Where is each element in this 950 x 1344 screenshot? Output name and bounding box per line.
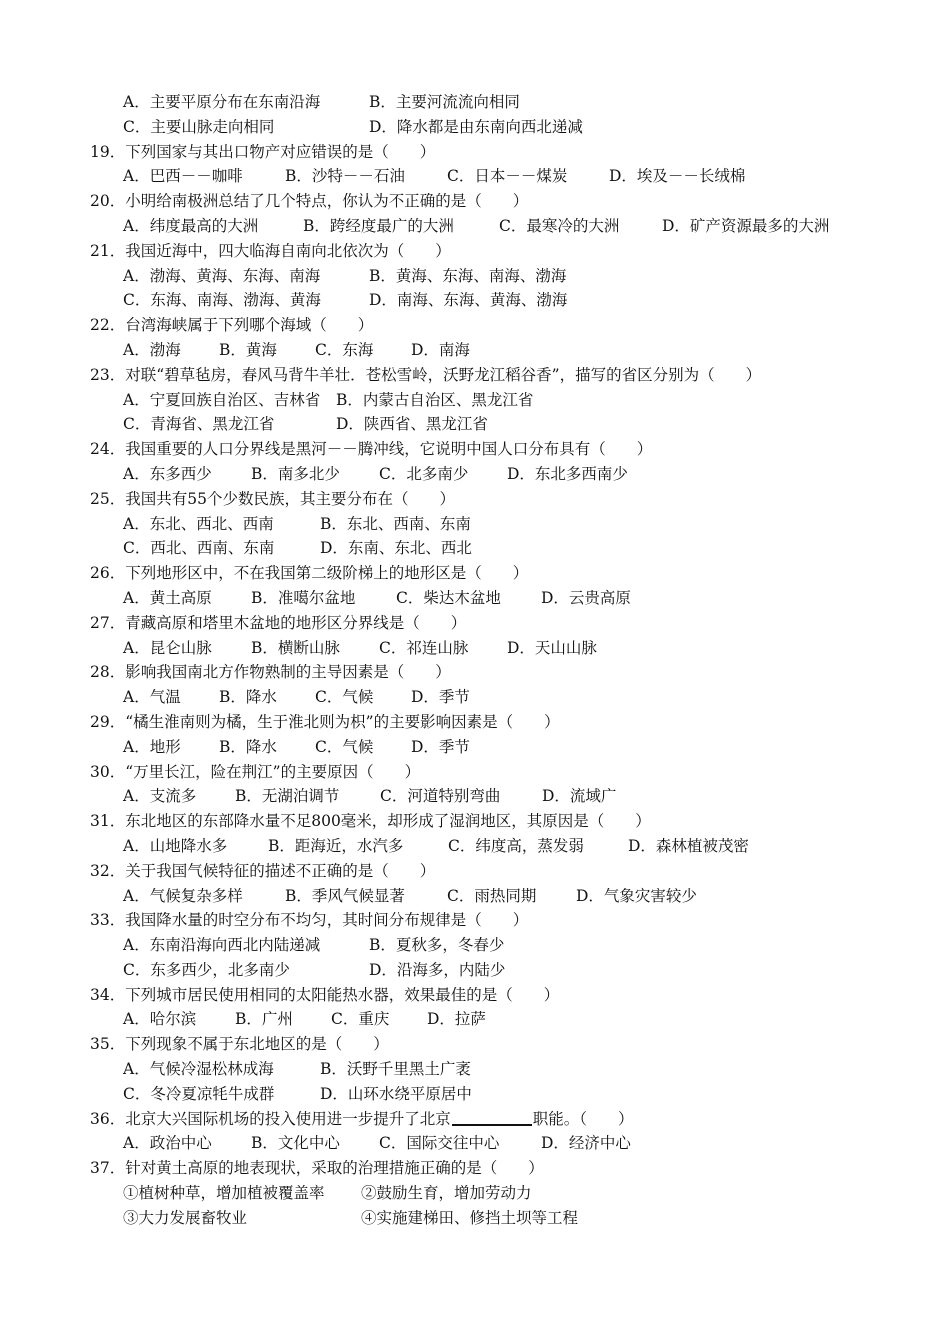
options-row xyxy=(0,685,950,710)
options-row xyxy=(0,115,950,140)
question-text: 35．下列现象不属于东北地区的是（ ） xyxy=(90,1035,389,1054)
answer-option: C．国际交往中心 xyxy=(379,1134,500,1153)
answer-option: D．沿海多，内陆少 xyxy=(369,960,506,979)
answer-option: B．距海近，水汽多 xyxy=(268,836,404,855)
answer-option: A．昆仑山脉 xyxy=(123,638,212,657)
answer-option: ③大力发展畜牧业 xyxy=(123,1208,248,1227)
question-text: 34．下列城市居民使用相同的太阳能热水器，效果最佳的是（ ） xyxy=(90,985,560,1004)
question-stem xyxy=(0,660,950,685)
answer-option: C．祁连山脉 xyxy=(379,638,469,657)
answer-option: A．东北、西北、西南 xyxy=(123,514,274,533)
answer-option: B．降水 xyxy=(219,737,277,756)
answer-option: A．哈尔滨 xyxy=(123,1010,197,1029)
answer-option: A．地形 xyxy=(123,737,181,756)
answer-option: C．冬冷夏凉牦牛成群 xyxy=(123,1084,275,1103)
answer-option: C．北多南少 xyxy=(379,464,469,483)
options-row xyxy=(0,1082,950,1107)
answer-option: D．气象灾害较少 xyxy=(576,886,697,905)
answer-option: C．气候 xyxy=(315,737,374,756)
answer-option: D．东南、东北、西北 xyxy=(320,539,472,558)
answer-option: A．渤海 xyxy=(123,340,181,359)
answer-option: C．日本－－煤炭 xyxy=(447,167,568,186)
options-row xyxy=(0,164,950,189)
answer-option: B．黄海 xyxy=(219,340,277,359)
answer-option: C．河道特别弯曲 xyxy=(380,787,501,806)
exam-page xyxy=(0,90,950,1231)
answer-option: D．拉萨 xyxy=(427,1010,486,1029)
answer-option: C．雨热同期 xyxy=(447,886,537,905)
options-row xyxy=(0,264,950,289)
question-text: 31．东北地区的东部降水量不足800毫米，却形成了湿润地区，其原因是（ ） xyxy=(90,812,651,831)
question-text: 27．青藏高原和塔里木盆地的地形区分界线是（ ） xyxy=(90,613,467,632)
answer-option: D．南海、东海、黄海、渤海 xyxy=(369,291,568,310)
answer-option: B．夏秋多，冬春少 xyxy=(369,936,505,955)
question-stem xyxy=(0,437,950,462)
answer-option: A．山地降水多 xyxy=(123,836,228,855)
options-row xyxy=(0,1007,950,1032)
answer-option: B．跨经度最广的大洲 xyxy=(303,216,454,235)
question-stem xyxy=(0,313,950,338)
answer-option: D．森林植被茂密 xyxy=(628,836,749,855)
answer-option: B．黄海、东海、南海、渤海 xyxy=(369,266,567,285)
answer-option: B．广州 xyxy=(235,1010,293,1029)
question-stem xyxy=(0,363,950,388)
question-stem xyxy=(0,809,950,834)
answer-option: A．气候冷湿松林成海 xyxy=(123,1060,274,1079)
options-row xyxy=(0,784,950,809)
answer-option: B．降水 xyxy=(219,688,277,707)
question-text-after-blank: 职能。（ ） xyxy=(532,1109,634,1128)
options-row xyxy=(0,388,950,413)
answer-option: C．青海省、黑龙江省 xyxy=(123,415,275,434)
question-text: 26．下列地形区中，不在我国第二级阶梯上的地形区是（ ） xyxy=(90,564,529,583)
options-row xyxy=(0,958,950,983)
options-row xyxy=(0,1206,950,1231)
options-row xyxy=(0,338,950,363)
options-row xyxy=(0,586,950,611)
answer-option: B．季风气候显著 xyxy=(285,886,405,905)
answer-option: A．宁夏回族自治区、吉林省 xyxy=(123,390,321,409)
answer-option: B．准噶尔盆地 xyxy=(251,588,356,607)
answer-option: D．山环水绕平原居中 xyxy=(320,1084,472,1103)
question-stem xyxy=(0,710,950,735)
question-text: 33．我国降水量的时空分布不均匀，其时间分布规律是（ ） xyxy=(90,911,529,930)
options-row xyxy=(0,933,950,958)
answer-option: D．东北多西南少 xyxy=(507,464,628,483)
answer-option: B．内蒙古自治区、黑龙江省 xyxy=(336,390,534,409)
question-stem xyxy=(0,487,950,512)
answer-option: D．天山山脉 xyxy=(507,638,597,657)
options-row xyxy=(0,288,950,313)
answer-option: A．气温 xyxy=(123,688,181,707)
answer-option: D．流域广 xyxy=(542,787,617,806)
answer-option: A．纬度最高的大洲 xyxy=(123,216,259,235)
question-stem xyxy=(0,983,950,1008)
answer-option: B．文化中心 xyxy=(251,1134,340,1153)
options-row xyxy=(0,1131,950,1156)
answer-option: ①植树种草，增加植被覆盖率 xyxy=(123,1184,325,1203)
question-stem xyxy=(0,859,950,884)
answer-option: B．主要河流流向相同 xyxy=(369,93,520,111)
question-text: 21．我国近海中，四大临海自南向北依次为（ ） xyxy=(90,241,451,260)
question-text: 32．关于我国气候特征的描述不正确的是（ ） xyxy=(90,861,436,880)
answer-option: C．东多西少，北多南少 xyxy=(123,960,290,979)
options-row xyxy=(0,834,950,859)
answer-option: D．南海 xyxy=(411,340,470,359)
options-row xyxy=(0,884,950,909)
question-stem xyxy=(0,908,950,933)
options-row xyxy=(0,636,950,661)
options-row xyxy=(0,462,950,487)
question-stem xyxy=(0,239,950,264)
answer-option: C．东海、南海、渤海、黄海 xyxy=(123,291,321,310)
question-stem xyxy=(0,1032,950,1057)
question-text: 24．我国重要的人口分界线是黑河－－腾冲线，它说明中国人口分布具有（ ） xyxy=(90,440,653,459)
answer-option: C．柴达木盆地 xyxy=(396,588,501,607)
answer-option: B．东北、西南、东南 xyxy=(320,514,471,533)
question-stem xyxy=(0,1156,950,1181)
question-stem xyxy=(0,140,950,165)
question-stem xyxy=(0,611,950,636)
answer-option: A．东南沿海向西北内陆递减 xyxy=(123,936,321,955)
question-stem xyxy=(0,561,950,586)
options-row xyxy=(0,412,950,437)
options-row xyxy=(0,214,950,239)
question-text: 36．北京大兴国际机场的投入使用进一步提升了北京 xyxy=(90,1109,451,1128)
answer-option: A．气候复杂多样 xyxy=(123,886,243,905)
answer-option: B．沃野千里黑土广袤 xyxy=(320,1060,471,1079)
options-row xyxy=(0,1057,950,1082)
options-row xyxy=(0,512,950,537)
answer-option: C．主要山脉走向相同 xyxy=(123,117,275,136)
answer-option: C．西北、西南、东南 xyxy=(123,539,275,558)
answer-option: D．矿产资源最多的大洲 xyxy=(662,216,830,235)
question-text: 20．小明给南极洲总结了几个特点，你认为不正确的是（ ） xyxy=(90,192,529,211)
answer-option: D．云贵高原 xyxy=(541,588,631,607)
question-text: 23．对联“碧草毡房，春风马背牛羊壮．苍松雪岭，沃野龙江稻谷香”，描写的省区分别为（ ） xyxy=(90,365,762,384)
answer-option: ②鼓励生育，增加劳动力 xyxy=(361,1184,532,1203)
question-stem xyxy=(0,1107,950,1132)
answer-option: A．黄土高原 xyxy=(123,588,212,607)
answer-option: D．陕西省、黑龙江省 xyxy=(336,415,488,434)
question-stem xyxy=(0,189,950,214)
answer-option: A．渤海、黄海、东海、南海 xyxy=(123,266,321,285)
answer-option: C．重庆 xyxy=(331,1010,390,1029)
answer-option: A．东多西少 xyxy=(123,464,212,483)
answer-option: ④实施建梯田、修挡土坝等工程 xyxy=(361,1208,579,1227)
answer-option: B．横断山脉 xyxy=(251,638,340,657)
answer-option: D．降水都是由东南向西北递减 xyxy=(369,117,583,136)
question-text: 25．我国共有55个少数民族，其主要分布在（ ） xyxy=(90,489,455,508)
answer-option: A．支流多 xyxy=(123,787,197,806)
options-row xyxy=(0,90,950,115)
answer-option: C．最寒冷的大洲 xyxy=(499,216,620,235)
question-text: 28．影响我国南北方作物熟制的主导因素是（ ） xyxy=(90,663,451,682)
answer-option: D．季节 xyxy=(411,737,470,756)
answer-option: D．埃及－－长绒棉 xyxy=(609,167,746,186)
options-row xyxy=(0,536,950,561)
options-row xyxy=(0,1181,950,1206)
answer-option: A．政治中心 xyxy=(123,1134,212,1153)
question-text: 37．针对黄土高原的地表现状，采取的治理措施正确的是（ ） xyxy=(90,1159,544,1178)
answer-option: C．纬度高，蒸发弱 xyxy=(448,836,584,855)
answer-option: C．东海 xyxy=(315,340,374,359)
question-text: 30．“万里长江，险在荆江”的主要原因（ ） xyxy=(90,762,421,781)
answer-option: B．沙特－－石油 xyxy=(285,167,405,186)
question-stem xyxy=(0,760,950,785)
question-text: 19．下列国家与其出口物产对应错误的是（ ） xyxy=(90,142,436,161)
question-text: 22．台湾海峡属于下列哪个海域（ ） xyxy=(90,316,374,335)
answer-option: C．气候 xyxy=(315,688,374,707)
answer-option: A．主要平原分布在东南沿海 xyxy=(123,93,321,111)
question-text: 29．“橘生淮南则为橘，生于淮北则为枳”的主要影响因素是（ ） xyxy=(90,712,560,731)
fill-blank xyxy=(452,1110,532,1126)
options-row xyxy=(0,735,950,760)
answer-option: B．南多北少 xyxy=(251,464,340,483)
answer-option: A．巴西－－咖啡 xyxy=(123,167,243,186)
answer-option: B．无湖泊调节 xyxy=(235,787,340,806)
answer-option: D．经济中心 xyxy=(541,1134,631,1153)
answer-option: D．季节 xyxy=(411,688,470,707)
